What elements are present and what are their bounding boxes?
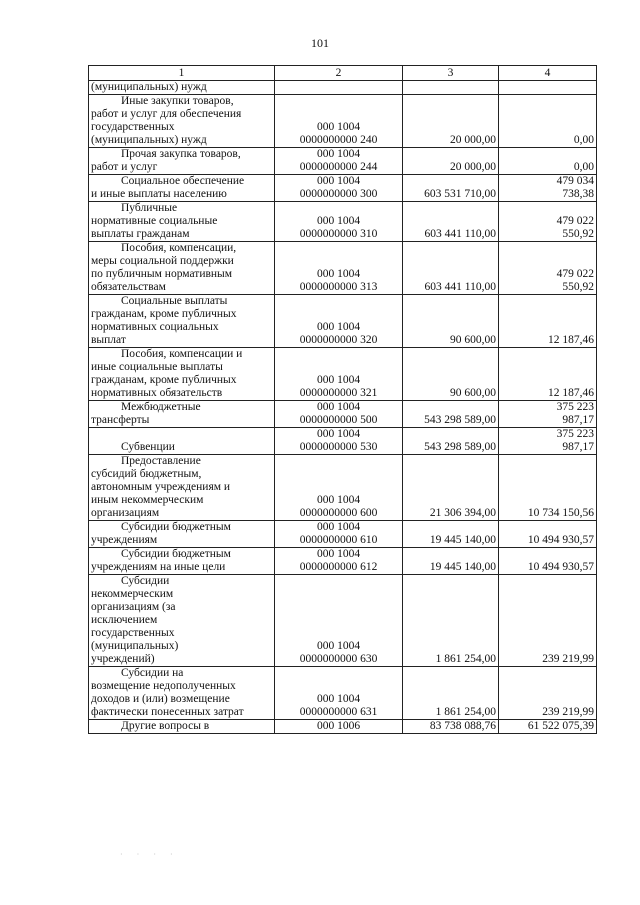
row-value3-cell: 543 298 589,00 <box>403 401 499 428</box>
row-code-cell: 000 1006 <box>275 720 403 734</box>
row-value3-cell: 1 861 254,00 <box>403 575 499 667</box>
row-name-cell: Субвенции <box>89 428 275 455</box>
row-name-cell: Социальное обеспечение и иные выплаты населению <box>89 175 275 202</box>
column-header-2: 2 <box>275 66 403 81</box>
row-code-cell: 000 1004 0000000000 244 <box>275 148 403 175</box>
row-value4-cell: 479 022 550,92 <box>499 242 597 295</box>
table-row <box>89 667 597 720</box>
table-row <box>89 575 597 667</box>
row-name-cell: Пособия, компенсации и иные социальные выплаты гражданам, кроме публичных нормативных обязательств <box>89 348 275 401</box>
table-row <box>89 521 597 548</box>
row-value4-cell <box>499 81 597 95</box>
scan-speckles: · · · · <box>120 850 179 859</box>
row-name-cell: Публичные нормативные социальные выплаты гражданам <box>89 202 275 242</box>
row-value3-cell: 603 441 110,00 <box>403 242 499 295</box>
row-value3-cell: 90 600,00 <box>403 295 499 348</box>
table-body <box>89 81 597 734</box>
row-value4-cell: 10 734 150,56 <box>499 455 597 521</box>
table-row <box>89 455 597 521</box>
row-value3-cell: 603 531 710,00 <box>403 175 499 202</box>
row-value3-cell: 19 445 140,00 <box>403 548 499 575</box>
table-row <box>89 295 597 348</box>
row-value4-cell: 479 022 550,92 <box>499 202 597 242</box>
row-code-cell: 000 1004 0000000000 300 <box>275 175 403 202</box>
row-name-cell: Субсидии некоммерческим организациям (за исключением государственных (муниципальных) учреждений) <box>89 575 275 667</box>
row-code-cell: 000 1004 0000000000 320 <box>275 295 403 348</box>
row-value3-cell: 83 738 088,76 <box>403 720 499 734</box>
row-code-cell: 000 1004 0000000000 530 <box>275 428 403 455</box>
row-name-cell: Субсидии бюджетным учреждениям <box>89 521 275 548</box>
row-value4-cell: 375 223 987,17 <box>499 428 597 455</box>
row-code-cell: 000 1004 0000000000 630 <box>275 575 403 667</box>
table-row <box>89 95 597 148</box>
page-number: 101 <box>311 36 329 50</box>
row-value4-cell: 0,00 <box>499 148 597 175</box>
table-row <box>89 242 597 295</box>
row-name-cell: Субсидии бюджетным учреждениям на иные цели <box>89 548 275 575</box>
table-row <box>89 148 597 175</box>
row-value4-cell: 239 219,99 <box>499 667 597 720</box>
column-header-3: 3 <box>403 66 499 81</box>
row-value4-cell: 239 219,99 <box>499 575 597 667</box>
row-value3-cell <box>403 81 499 95</box>
row-value4-cell: 479 034 738,38 <box>499 175 597 202</box>
row-value4-cell: 12 187,46 <box>499 348 597 401</box>
row-code-cell: 000 1004 0000000000 631 <box>275 667 403 720</box>
row-code-cell: 000 1004 0000000000 313 <box>275 242 403 295</box>
row-name-cell: Предоставление субсидий бюджетным, автономным учреждениям и иным некоммерческим организациям <box>89 455 275 521</box>
row-name-cell: Субсидии на возмещение недополученных доходов и (или) возмещение фактически понесенных затрат <box>89 667 275 720</box>
row-code-cell: 000 1004 0000000000 600 <box>275 455 403 521</box>
row-code-cell: 000 1004 0000000000 612 <box>275 548 403 575</box>
row-name-cell: Пособия, компенсации, меры социальной поддержки по публичным нормативным обязательствам <box>89 242 275 295</box>
row-value3-cell: 20 000,00 <box>403 95 499 148</box>
row-code-cell: 000 1004 0000000000 310 <box>275 202 403 242</box>
row-name-cell: Социальные выплаты гражданам, кроме публичных нормативных социальных выплат <box>89 295 275 348</box>
row-code-cell: 000 1004 0000000000 321 <box>275 348 403 401</box>
row-value3-cell: 21 306 394,00 <box>403 455 499 521</box>
row-code-cell: 000 1004 0000000000 500 <box>275 401 403 428</box>
table-header-row <box>89 66 597 81</box>
row-value4-cell: 12 187,46 <box>499 295 597 348</box>
row-value4-cell: 10 494 930,57 <box>499 521 597 548</box>
row-value4-cell: 375 223 987,17 <box>499 401 597 428</box>
row-value3-cell: 20 000,00 <box>403 148 499 175</box>
table-row <box>89 548 597 575</box>
budget-table <box>88 65 597 734</box>
row-value3-cell: 90 600,00 <box>403 348 499 401</box>
table-row <box>89 175 597 202</box>
row-name-cell: Иные закупки товаров, работ и услуг для обеспечения государственных (муниципальных) нужд <box>89 95 275 148</box>
row-name-cell: Другие вопросы в <box>89 720 275 734</box>
table-row <box>89 348 597 401</box>
row-value3-cell: 543 298 589,00 <box>403 428 499 455</box>
row-value4-cell: 10 494 930,57 <box>499 548 597 575</box>
table-row <box>89 428 597 455</box>
column-header-4: 4 <box>499 66 597 81</box>
row-value3-cell: 19 445 140,00 <box>403 521 499 548</box>
column-header-1: 1 <box>89 66 275 81</box>
row-code-cell <box>275 81 403 95</box>
row-value3-cell: 603 441 110,00 <box>403 202 499 242</box>
table-row <box>89 81 597 95</box>
row-name-cell: Межбюджетные трансферты <box>89 401 275 428</box>
table-row <box>89 401 597 428</box>
table-row <box>89 202 597 242</box>
row-value4-cell: 0,00 <box>499 95 597 148</box>
row-name-cell: Прочая закупка товаров, работ и услуг <box>89 148 275 175</box>
row-code-cell: 000 1004 0000000000 610 <box>275 521 403 548</box>
row-value3-cell: 1 861 254,00 <box>403 667 499 720</box>
table-row <box>89 720 597 734</box>
row-name-cell: (муниципальных) нужд <box>89 81 275 95</box>
row-value4-cell: 61 522 075,39 <box>499 720 597 734</box>
row-code-cell: 000 1004 0000000000 240 <box>275 95 403 148</box>
